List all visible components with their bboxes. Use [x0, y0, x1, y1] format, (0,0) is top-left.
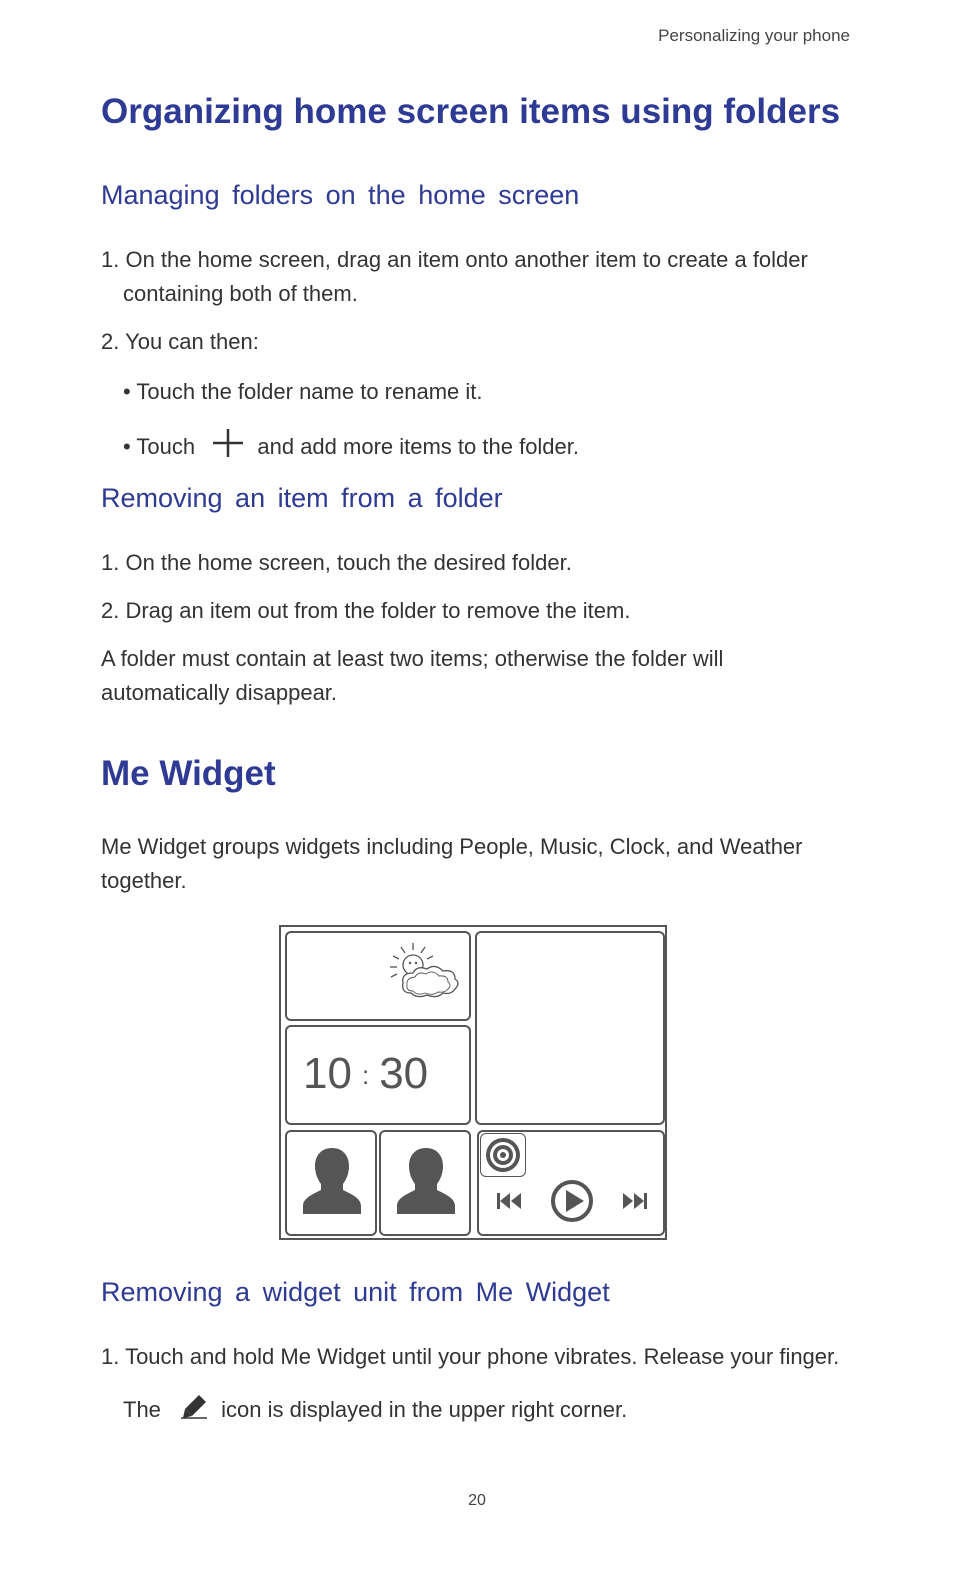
bullet-rename-folder: • Touch the folder name to rename it. [123, 379, 483, 404]
sun-cloud-icon [385, 939, 467, 1001]
clock-hour: 10 [303, 1049, 352, 1098]
contact-tile [285, 1130, 377, 1236]
bullet-add-items-post: and add more items to the folder. [257, 433, 580, 459]
photo-tile [475, 931, 665, 1125]
clock-minute: 30 [379, 1049, 429, 1098]
me-widget-intro-line-1: Me Widget groups widgets including People, Music, Clock, and Weather [101, 834, 803, 859]
clock-time [303, 1049, 428, 1099]
step-1-create-folder [101, 243, 861, 311]
widget-step-1-cont-pre: The [123, 1396, 161, 1422]
me-widget-intro [101, 830, 861, 898]
subsection-title-removing-widget: Removing a widget unit from Me Widget [101, 1277, 610, 1307]
widget-step-1: 1. Touch and hold Me Widget until your phone vibrates. Release your finger. [101, 1344, 840, 1369]
clock-tile [285, 1025, 471, 1125]
section-title-me-widget: Me Widget [101, 754, 276, 793]
me-widget-figure [279, 925, 667, 1240]
step-2-you-can-then: 2. You can then: [101, 329, 259, 354]
contact-tile [379, 1130, 471, 1236]
plus-icon [211, 427, 245, 469]
step-1-line-2: containing both of them. [123, 281, 358, 306]
clock-separator: : [361, 1060, 370, 1090]
running-header: Personalizing your phone [658, 26, 850, 45]
remove-step-1: 1. On the home screen, touch the desired folder. [101, 550, 572, 575]
folder-note-line-1: A folder must contain at least two items; otherwise the folder will [101, 646, 724, 671]
person-icon [301, 1146, 363, 1216]
person-icon [395, 1146, 457, 1216]
widget-step-1-continued [123, 1392, 883, 1430]
folder-note [101, 642, 861, 710]
weather-tile [285, 931, 471, 1021]
remove-step-2: 2. Drag an item out from the folder to remove the item. [101, 598, 631, 623]
play-icon [549, 1178, 595, 1224]
widget-step-1-cont-post: icon is displayed in the upper right corner. [221, 1396, 628, 1422]
next-icon [621, 1190, 649, 1212]
bullet-add-items [123, 427, 883, 469]
music-tile [477, 1130, 665, 1236]
folder-note-line-2: automatically disappear. [101, 680, 338, 705]
me-widget-intro-line-2: together. [101, 868, 187, 893]
section-title-folders: Organizing home screen items using folders [101, 92, 841, 131]
subsection-title-removing-item: Removing an item from a folder [101, 483, 503, 513]
music-disc-icon [484, 1136, 522, 1174]
bullet-add-items-pre: • Touch [123, 433, 196, 459]
subsection-title-managing-folders: Managing folders on the home screen [101, 180, 580, 210]
pencil-icon [179, 1392, 211, 1430]
page-number: 20 [468, 1492, 486, 1509]
step-1-line-1: 1. On the home screen, drag an item onto another item to create a folder [101, 247, 808, 272]
album-art-box [480, 1133, 526, 1177]
previous-icon [495, 1190, 523, 1212]
